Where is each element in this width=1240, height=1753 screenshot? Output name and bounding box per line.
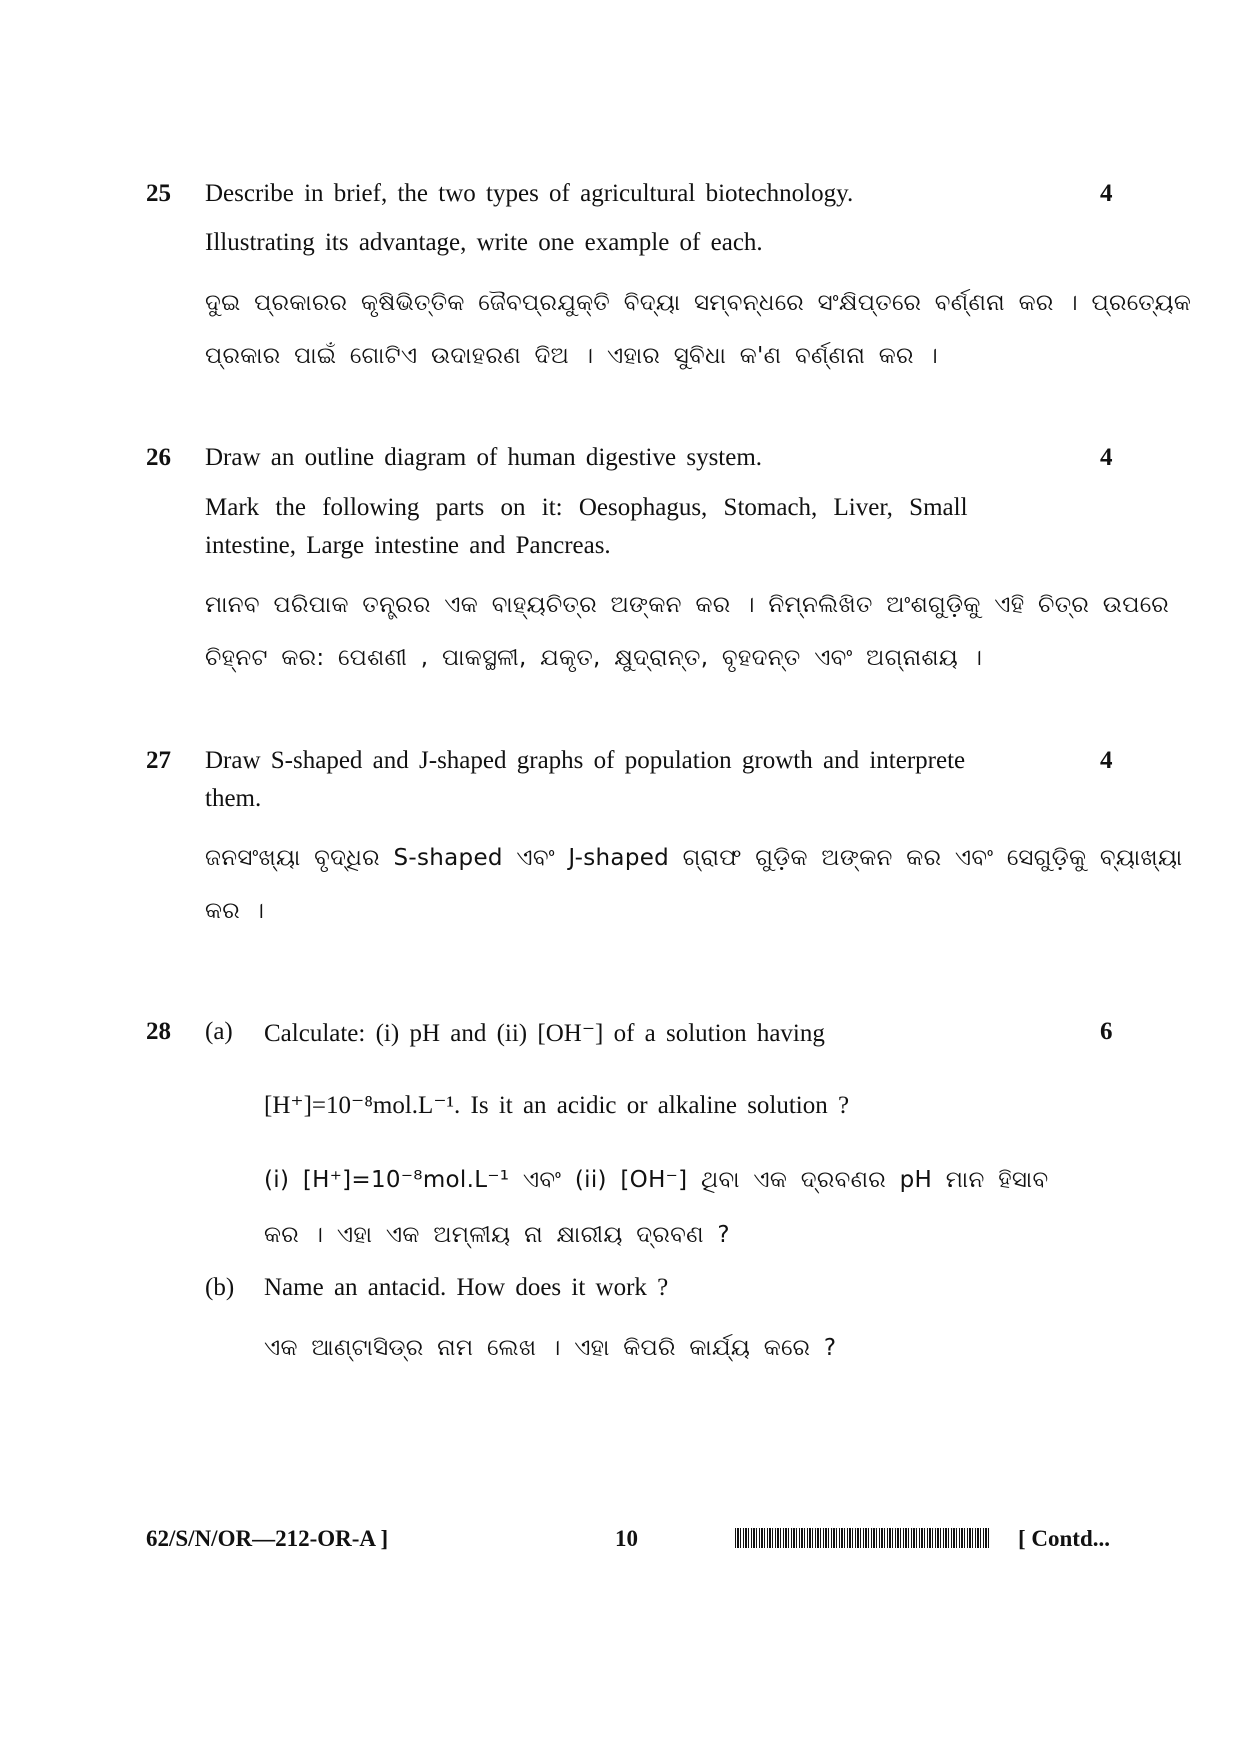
question-marks: 4	[1100, 444, 1113, 471]
question-marks: 6	[1100, 1018, 1113, 1045]
question-number: 28	[146, 1018, 171, 1045]
question-text-en: Illustrating its advantage, write one example of each.	[205, 229, 763, 256]
question-text-en: Draw an outline diagram of human digestive system.	[205, 444, 763, 471]
question-text-en: Mark the following parts on it: Oesophagus, Stomach, Liver, Small	[205, 494, 968, 521]
question-text-odia: କର ।	[205, 898, 265, 924]
subpart-b-text-en: Name an antacid. How does it work ?	[264, 1274, 669, 1301]
question-number: 27	[146, 747, 171, 774]
question-text-en: Describe in brief, the two types of agricultural biotechnology.	[205, 180, 854, 207]
question-text-odia: ଜନସଂଖ୍ୟା ବୃଦ୍ଧିର S-shaped ଏବଂ J-shaped ଗ୍ରାଫ ଗୁଡ଼ିକ ଅଙ୍କନ କର ଏବଂ ସେଗୁଡ଼ିକୁ ବ୍ୟାଖ୍ୟା	[205, 845, 1183, 871]
question-text-en: intestine, Large intestine and Pancreas.	[205, 532, 611, 559]
question-number: 26	[146, 444, 171, 471]
question-number: 25	[146, 180, 171, 207]
subpart-a-text-en: [H⁺]=10⁻⁸mol.L⁻¹. Is it an acidic or alkaline solution ?	[264, 1092, 850, 1119]
question-text-odia: ପ୍ରକାର ପାଇଁ ଗୋଟିଏ ଉଦାହରଣ ଦିଅ । ଏହାର ସୁବିଧା କ'ଣ ବର୍ଣ୍ଣନା କର ।	[205, 343, 939, 369]
question-text-odia: ଚିହ୍ନଟ କର: ପେଶଣୀ , ପାକସ୍ଥଳୀ, ଯକୃତ, କ୍ଷୁଦ୍ରାନ୍ତ, ବୃହଦନ୍ତ ଏବଂ ଅଗ୍ନାଶୟ ।	[205, 645, 983, 671]
page-number: 10	[615, 1526, 638, 1551]
subpart-label-b: (b)	[205, 1274, 235, 1301]
subpart-b-text-odia: ଏକ ଆଣ୍ଟାସିଡ୍‌ର ନାମ ଲେଖ । ଏହା କିପରି କାର୍ଯ୍ୟ କରେ ?	[264, 1335, 837, 1361]
question-marks: 4	[1100, 747, 1113, 774]
question-text-en: Draw S-shaped and J-shaped graphs of population growth and interprete	[205, 747, 966, 774]
continued-label: [ Contd...	[1018, 1526, 1111, 1551]
question-text-odia: ମାନବ ପରିପାକ ତନ୍ତ୍ରର ଏକ ବାହ୍ୟଚିତ୍ର ଅଙ୍କନ କର । ନିମ୍ନଲିଖିତ ଅଂଶଗୁଡ଼ିକୁ ଏହି ଚିତ୍ର ଉପରେ	[205, 592, 1169, 618]
subpart-a-text-odia: କର । ଏହା ଏକ ଅମ୍ଳୀୟ ନା କ୍ଷାରୀୟ ଦ୍ରବଣ ?	[264, 1222, 730, 1248]
subpart-a-text-odia: (i) [H⁺]=10⁻⁸mol.L⁻¹ ଏବଂ (ii) [OH⁻] ଥିବା ଏକ ଦ୍ରବଣର pH ମାନ ହିସାବ	[264, 1167, 1049, 1193]
subpart-label-a: (a)	[205, 1018, 233, 1045]
barcode-icon	[735, 1528, 991, 1548]
question-text-odia: ଦୁଇ ପ୍ରକାରର କୃଷିଭିତ୍ତିକ ଜୈବପ୍ରଯୁକ୍ତି ବିଦ୍ୟା ସମ୍ବନ୍ଧରେ ସଂକ୍ଷିପ୍ତରେ ବର୍ଣ୍ଣନା କର । ପ୍ରତ୍ୟେକ	[205, 290, 1192, 316]
paper-code: 62/S/N/OR—212-OR-A ]	[146, 1526, 389, 1551]
subpart-a-text-en: Calculate: (i) pH and (ii) [OH⁻] of a solution having	[264, 1020, 825, 1047]
question-text-en: them.	[205, 785, 262, 812]
question-marks: 4	[1100, 180, 1113, 207]
